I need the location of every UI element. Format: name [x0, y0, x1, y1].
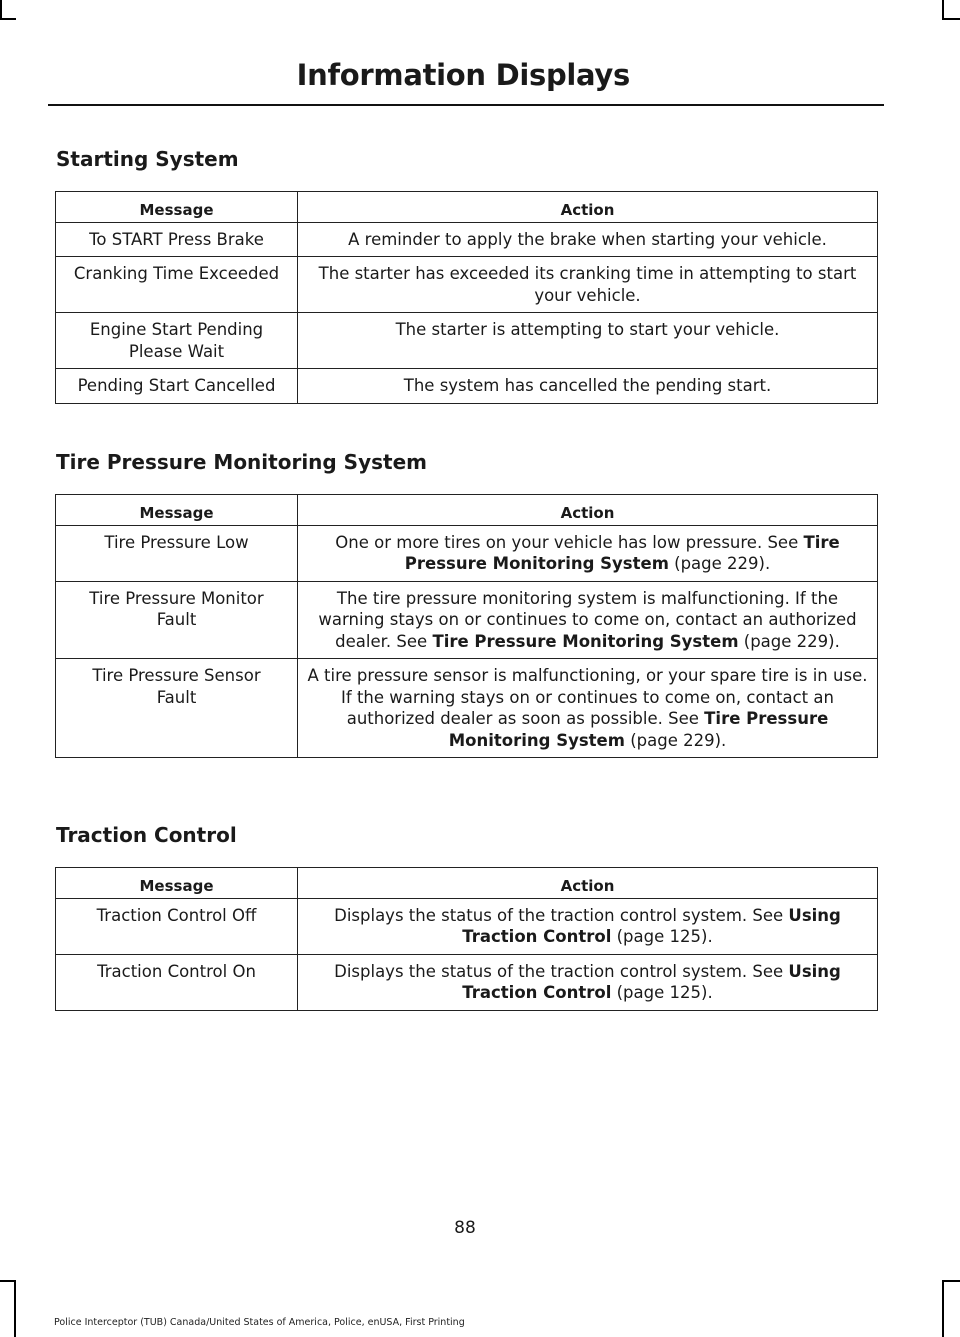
message-cell: Traction Control On: [56, 954, 298, 1010]
action-cell: The system has cancelled the pending start.: [298, 369, 878, 404]
table-row: [56, 898, 878, 954]
crop-mark: [0, 18, 16, 20]
table-header-row: [56, 495, 878, 526]
page-reference-number: (page 229).: [624, 730, 727, 750]
header-divider: [48, 104, 884, 106]
message-cell: Tire Pressure Low: [56, 525, 298, 581]
message-cell: Tire Pressure Monitor Fault: [56, 581, 298, 659]
table-row: [56, 222, 878, 257]
action-text: Displays the status of the traction control system. See: [334, 905, 789, 925]
column-header-action: Action: [298, 495, 878, 526]
column-header-message: Message: [56, 495, 298, 526]
crop-mark: [942, 1280, 960, 1282]
action-cell: [298, 659, 878, 758]
action-cell: A reminder to apply the brake when starting your vehicle.: [298, 222, 878, 257]
traction-control-table: [55, 867, 878, 1011]
message-cell: Tire Pressure Sensor Fault: [56, 659, 298, 758]
message-cell: Traction Control Off: [56, 898, 298, 954]
action-cell: [298, 581, 878, 659]
starting-system-table: [55, 191, 878, 404]
page-reference-number: (page 125).: [611, 983, 713, 1002]
page-title: Information Displays: [296, 58, 630, 92]
table-row: [56, 954, 878, 1010]
crop-mark: [942, 18, 960, 20]
column-header-action: Action: [298, 192, 878, 223]
footer-text: Police Interceptor (TUB) Canada/United States of America, Police, enUSA, First Printing: [54, 1317, 465, 1328]
section-heading-traction-control: Traction Control: [56, 823, 237, 847]
action-text: The tire pressure monitoring system is malfunctioning. If the warning stays on or continues to come on, contact an authorized dealer. See: [318, 588, 857, 651]
action-cell: [298, 954, 878, 1010]
tire-pressure-table: [55, 494, 878, 758]
crop-mark: [942, 0, 944, 18]
table-row: [56, 581, 878, 659]
crop-mark: [942, 1282, 944, 1337]
table-header-row: [56, 192, 878, 223]
action-cell: [298, 898, 878, 954]
page-reference-number: (page 125).: [611, 927, 713, 946]
page-reference-number: (page 229).: [738, 631, 840, 651]
table-row: [56, 313, 878, 369]
message-cell: Cranking Time Exceeded: [56, 257, 298, 313]
page-reference-link[interactable]: Using Traction Control: [462, 905, 841, 946]
message-cell: Pending Start Cancelled: [56, 369, 298, 404]
action-cell: The starter has exceeded its cranking time in attempting to start your vehicle.: [298, 257, 878, 313]
action-text: A tire pressure sensor is malfunctioning, or your spare tire is in use. If the warning stays on or continues to come on, contact an authorized dealer as soon as possible. See: [307, 666, 868, 728]
action-cell: [298, 525, 878, 581]
page-reference-link[interactable]: Tire Pressure Monitoring System: [432, 631, 739, 651]
table-row: [56, 369, 878, 404]
message-cell: To START Press Brake: [56, 222, 298, 257]
table-row: [56, 659, 878, 758]
page-reference-link[interactable]: Using Traction Control: [462, 961, 841, 1002]
crop-mark: [14, 1282, 16, 1337]
message-cell: Engine Start Pending Please Wait: [56, 313, 298, 369]
section-heading-tire-pressure-monitoring-system: Tire Pressure Monitoring System: [56, 450, 427, 474]
column-header-message: Message: [56, 868, 298, 899]
page-reference-link[interactable]: Tire Pressure Monitoring System: [448, 709, 829, 750]
table-header-row: [56, 868, 878, 899]
table-row: [56, 257, 878, 313]
action-text: Displays the status of the traction control system. See: [334, 961, 789, 981]
page-reference-number: (page 229).: [668, 554, 771, 573]
column-header-message: Message: [56, 192, 298, 223]
page-number: 88: [454, 1218, 476, 1238]
action-text: One or more tires on your vehicle has low pressure. See: [335, 532, 804, 552]
crop-mark: [0, 0, 2, 18]
column-header-action: Action: [298, 868, 878, 899]
section-heading-starting-system: Starting System: [56, 147, 239, 171]
table-row: [56, 525, 878, 581]
action-cell: The starter is attempting to start your vehicle.: [298, 313, 878, 369]
page-reference-link[interactable]: Tire Pressure Monitoring System: [404, 532, 840, 573]
